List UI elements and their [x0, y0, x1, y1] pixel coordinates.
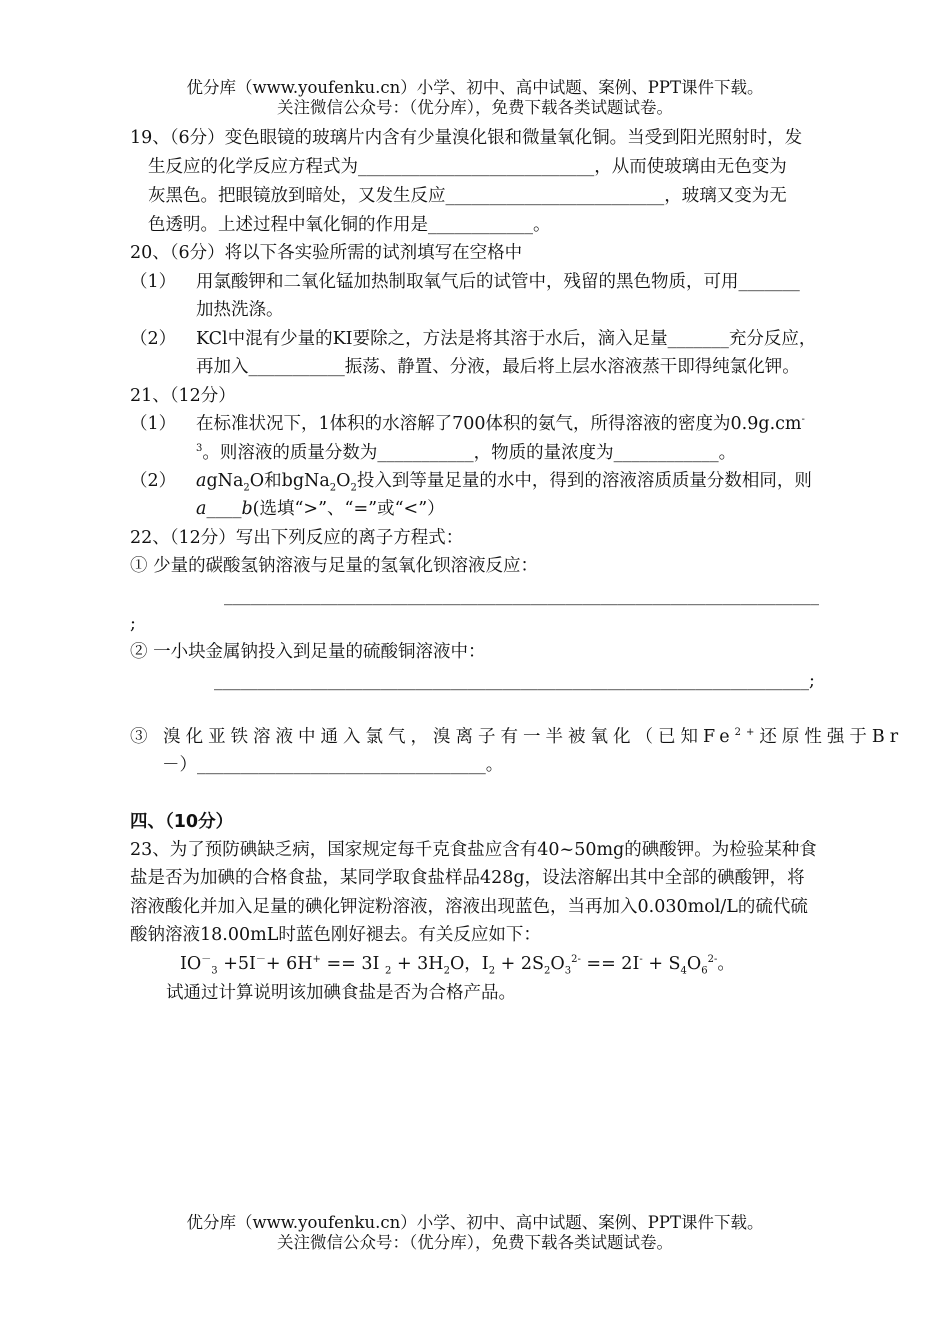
eq-part: + S	[642, 954, 681, 974]
eq-sub: 2	[443, 965, 450, 977]
eq-sub: 2	[385, 965, 392, 977]
eq-part: O，I	[449, 954, 489, 974]
q21-part1-line1	[196, 412, 805, 436]
eq-sub: 2	[488, 965, 496, 977]
formula-sub: 2	[243, 482, 250, 494]
q21-part1-text2: 。则溶液的质量分数为___________，物质的量浓度为____________。	[202, 443, 737, 463]
formula-text: 投入到等量足量的水中，得到的溶液溶质质量分数相同，则	[356, 471, 812, 491]
formula-sub: 2	[329, 482, 337, 494]
q22-item1: ① 少量的碳酸氢钠溶液与足量的氢氧化钡溶液反应：	[130, 556, 539, 576]
eq-sub: 4	[680, 965, 687, 977]
answer-blank: ____	[206, 499, 242, 519]
q23-line1: 23、为了预防碘缺乏病，国家规定每千克食盐应含有40~50mg的碘酸钾。为检验某种食	[130, 840, 817, 860]
q21-part1-line2	[196, 441, 736, 465]
q23-line2: 盐是否为加碘的合格食盐，某同学取食盐样品428g，设法溶解出其中全部的碘酸钾，将	[130, 868, 805, 888]
q20-part1-line2: 加热洗涤。	[196, 300, 284, 320]
q23-equations	[180, 952, 735, 976]
q19-line3: 灰黑色。把眼镜放到暗处，又发生反应_________________________，玻璃又变为无	[148, 186, 787, 206]
eq-part: == 3I	[320, 954, 385, 974]
q20-part2-line1: KCl中混有少量的KI要除之，方法是将其溶于水后，滴入足量_______充分反应，	[196, 329, 817, 349]
q23-question: 试通过计算说明该加碘食盐是否为合格产品。	[166, 983, 516, 1003]
var-a: a	[196, 471, 207, 491]
q22-item3-text: ③ 溴化亚铁溶液中通入氯气，溴离子有一半被氧化（已知Fe	[130, 727, 735, 747]
q22-item1-end: ;	[130, 614, 136, 634]
q21-part1-exponent: 3	[196, 443, 203, 455]
q22-item2-blank: ____________________________________________________________________;	[214, 671, 815, 691]
eq-part: 。	[717, 954, 735, 974]
var-a: a	[196, 499, 207, 519]
eq-sup: -	[639, 954, 643, 966]
q21-heading: 21、（12分）	[130, 386, 236, 406]
formula-text: O	[336, 471, 351, 491]
page-header-line2: 关注微信公众号：（优分库），免费下载各类试题试卷。	[277, 98, 673, 117]
eq-sup: 2-	[707, 954, 718, 966]
q21-part1-minus: -	[801, 414, 805, 426]
q22-item2: ② 一小块金属钠投入到足量的硫酸铜溶液中：	[130, 642, 486, 662]
formula-text: O和bgNa	[249, 471, 330, 491]
page-footer-line1: 优分库（www.youfenku.cn）小学、初中、高中试题、案例、PPT课件下载。	[186, 1213, 764, 1232]
eq-part: IO	[180, 954, 202, 974]
q21-part1-text: 在标准状况下，1体积的水溶解了700体积的氨气，所得溶液的密度为0.9g.cm	[196, 414, 802, 434]
eq-sup: －	[255, 954, 266, 966]
eq-sup: －	[201, 954, 212, 966]
q23-line3: 溶液酸化并加入足量的碘化钾淀粉溶液，溶液出现蓝色，当再加入0.030mol/L的硫代硫	[130, 897, 808, 917]
q22-item3-line1	[130, 725, 903, 749]
page-footer-line2: 关注微信公众号：（优分库），免费下载各类试题试卷。	[277, 1233, 673, 1252]
eq-part: == 2I	[580, 954, 640, 974]
q20-part1-line1: 用氯酸钾和二氧化锰加热制取氧气后的试管中，残留的黑色物质，可用_______	[196, 272, 800, 292]
eq-part: O	[550, 954, 565, 974]
q22-item3-text2: 还原性强于Br	[759, 727, 904, 747]
q22-heading: 22、（12分）写出下列反应的离子方程式：	[130, 528, 464, 548]
eq-part: + 2S	[495, 954, 544, 974]
q22-item3-line2: －）_________________________________。	[162, 755, 504, 775]
q20-part1-number: （1）	[130, 272, 177, 292]
formula-sub: 2	[350, 482, 357, 494]
section4-heading: 四、（10分）	[130, 812, 234, 832]
eq-sub: 2	[544, 965, 551, 977]
q21-part2-line2	[196, 497, 445, 521]
page-header-line1: 优分库（www.youfenku.cn）小学、初中、高中试题、案例、PPT课件下载。	[186, 78, 764, 97]
eq-part: + 3H	[391, 954, 444, 974]
q21-part1-number: （1）	[130, 414, 177, 434]
formula-text: gNa	[206, 471, 244, 491]
q23-line4: 酸钠溶液18.00mL时蓝色刚好褪去。有关反应如下：	[130, 925, 541, 945]
q19-line1: 19、（6分）变色眼镜的玻璃片内含有少量溴化银和微量氧化铜。当受到阳光照射时，发	[130, 128, 803, 148]
fe-charge: 2+	[734, 727, 760, 739]
choice-hint: (选填“>”、“=”或“<”）	[252, 499, 445, 519]
eq-sub: 6	[701, 965, 708, 977]
q21-part2-number: （2）	[130, 471, 177, 491]
q21-part2-line1	[196, 469, 812, 493]
q22-item1-blank: ____________________________________________________________________	[224, 586, 819, 606]
q20-heading: 20、（6分）将以下各实验所需的试剂填写在空格中	[130, 243, 523, 263]
eq-part: + 6H	[265, 954, 313, 974]
q19-line4: 色透明。上述过程中氧化铜的作用是____________。	[148, 215, 551, 235]
eq-sub: 3	[564, 965, 572, 977]
q20-part2-number: （2）	[130, 329, 177, 349]
eq-part: O	[686, 954, 702, 974]
q19-line2: 生反应的化学反应方程式为___________________________，从而使玻璃由无色变为	[148, 157, 787, 177]
eq-sup: 2-	[571, 954, 581, 966]
q20-part2-line2: 再加入___________振荡、静置、分液，最后将上层水溶液蒸干即得纯氯化钾。	[196, 357, 800, 377]
eq-sub: 3	[211, 965, 218, 977]
eq-sup: +	[312, 954, 321, 966]
eq-part: +5I	[217, 954, 256, 974]
var-b: b	[241, 499, 253, 519]
